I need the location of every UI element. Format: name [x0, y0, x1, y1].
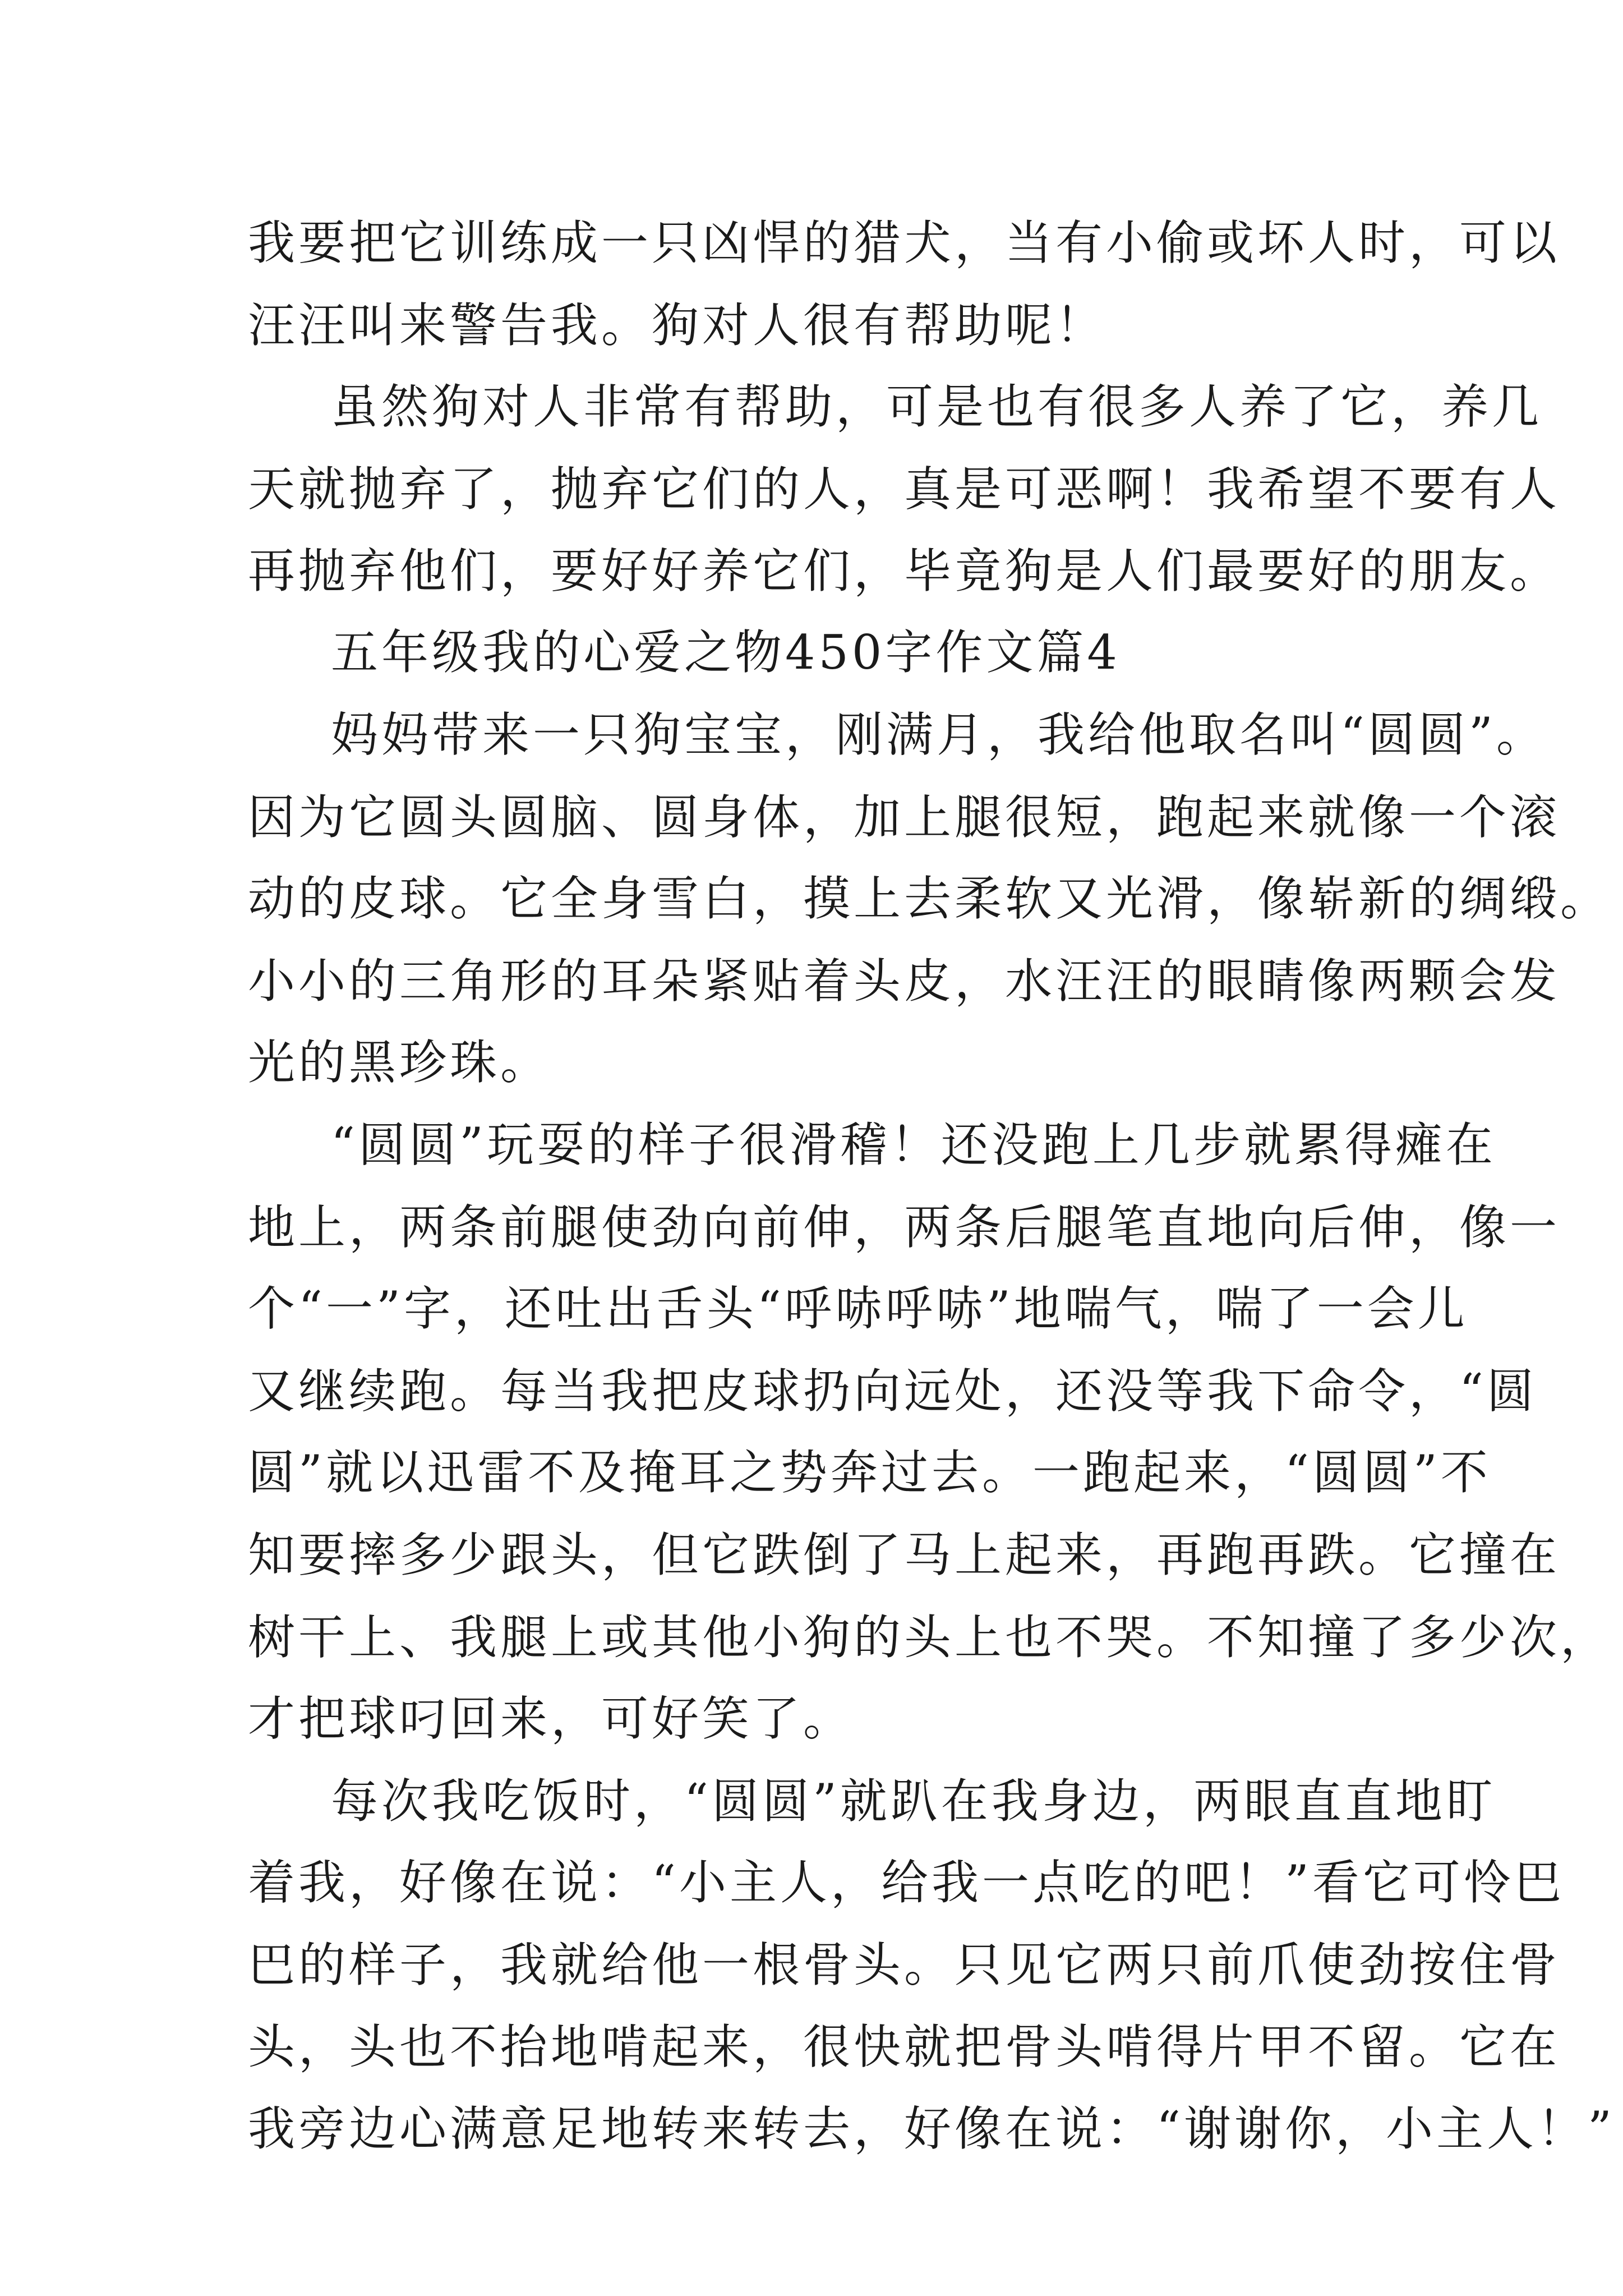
- text-line: 汪汪叫来警告我。狗对人很有帮助呢！: [248, 298, 1106, 353]
- paragraph-start-line: 虽然狗对人非常有帮助，可是也有很多人养了它，养几: [331, 379, 1543, 434]
- text-line: 我旁边心满意足地转来转去，好像在说：“谢谢你，小主人！”: [248, 2101, 1615, 2156]
- text-line: 再抛弃他们，要好好养它们，毕竟狗是人们最要好的朋友。: [248, 544, 1561, 599]
- text-line: 我要把它训练成一只凶悍的猎犬，当有小偷或坏人时，可以: [248, 215, 1561, 270]
- text-line: 动的皮球。它全身雪白，摸上去柔软又光滑，像崭新的绸缎。: [248, 871, 1611, 926]
- paragraph-start-line: 妈妈带来一只狗宝宝，刚满月，我给他取名叫“圆圆”。: [331, 707, 1547, 762]
- text-line: 地上，两条前腿使劲向前伸，两条后腿笔直地向后伸，像一: [248, 1200, 1561, 1255]
- text-line: 着我，好像在说：“小主人，给我一点吃的吧！”看它可怜巴: [248, 1855, 1565, 1910]
- text-line: 个“一”字，还吐出舌头“呼哧呼哧”地喘气，喘了一会儿: [248, 1281, 1468, 1336]
- paragraph-start-line: “圆圆”玩耍的样子很滑稽！还没跑上几步就累得瘫在: [331, 1117, 1496, 1172]
- text-line: 知要摔多少跟头，但它跌倒了马上起来，再跑再跌。它撞在: [248, 1527, 1561, 1582]
- text-line: 巴的样子，我就给他一根骨头。只见它两只前爪使劲按住骨: [248, 1938, 1561, 1993]
- text-line: 才把球叼回来，可好笑了。: [248, 1691, 854, 1746]
- section-heading: 五年级我的心爱之物450字作文篇4: [331, 625, 1121, 680]
- text-line: 光的黑珍珠。: [248, 1035, 551, 1090]
- text-line: 又继续跑。每当我把皮球扔向远处，还没等我下命令，“圆: [248, 1364, 1537, 1419]
- text-line: 因为它圆头圆脑、圆身体，加上腿很短，跑起来就像一个滚: [248, 790, 1561, 845]
- text-line: 圆”就以迅雷不及掩耳之势奔过去。一跑起来，“圆圆”不: [248, 1445, 1491, 1500]
- text-line: 树干上、我腿上或其他小狗的头上也不哭。不知撞了多少次，: [248, 1610, 1611, 1665]
- paragraph-start-line: 每次我吃饭时，“圆圆”就趴在我身边，两眼直直地盯: [331, 1774, 1496, 1829]
- text-line: 天就抛弃了，抛弃它们的人，真是可恶啊！我希望不要有人: [248, 462, 1561, 517]
- text-line: 小小的三角形的耳朵紧贴着头皮，水汪汪的眼睛像两颗会发: [248, 954, 1561, 1009]
- text-line: 头，头也不抬地啃起来，很快就把骨头啃得片甲不留。它在: [248, 2019, 1561, 2074]
